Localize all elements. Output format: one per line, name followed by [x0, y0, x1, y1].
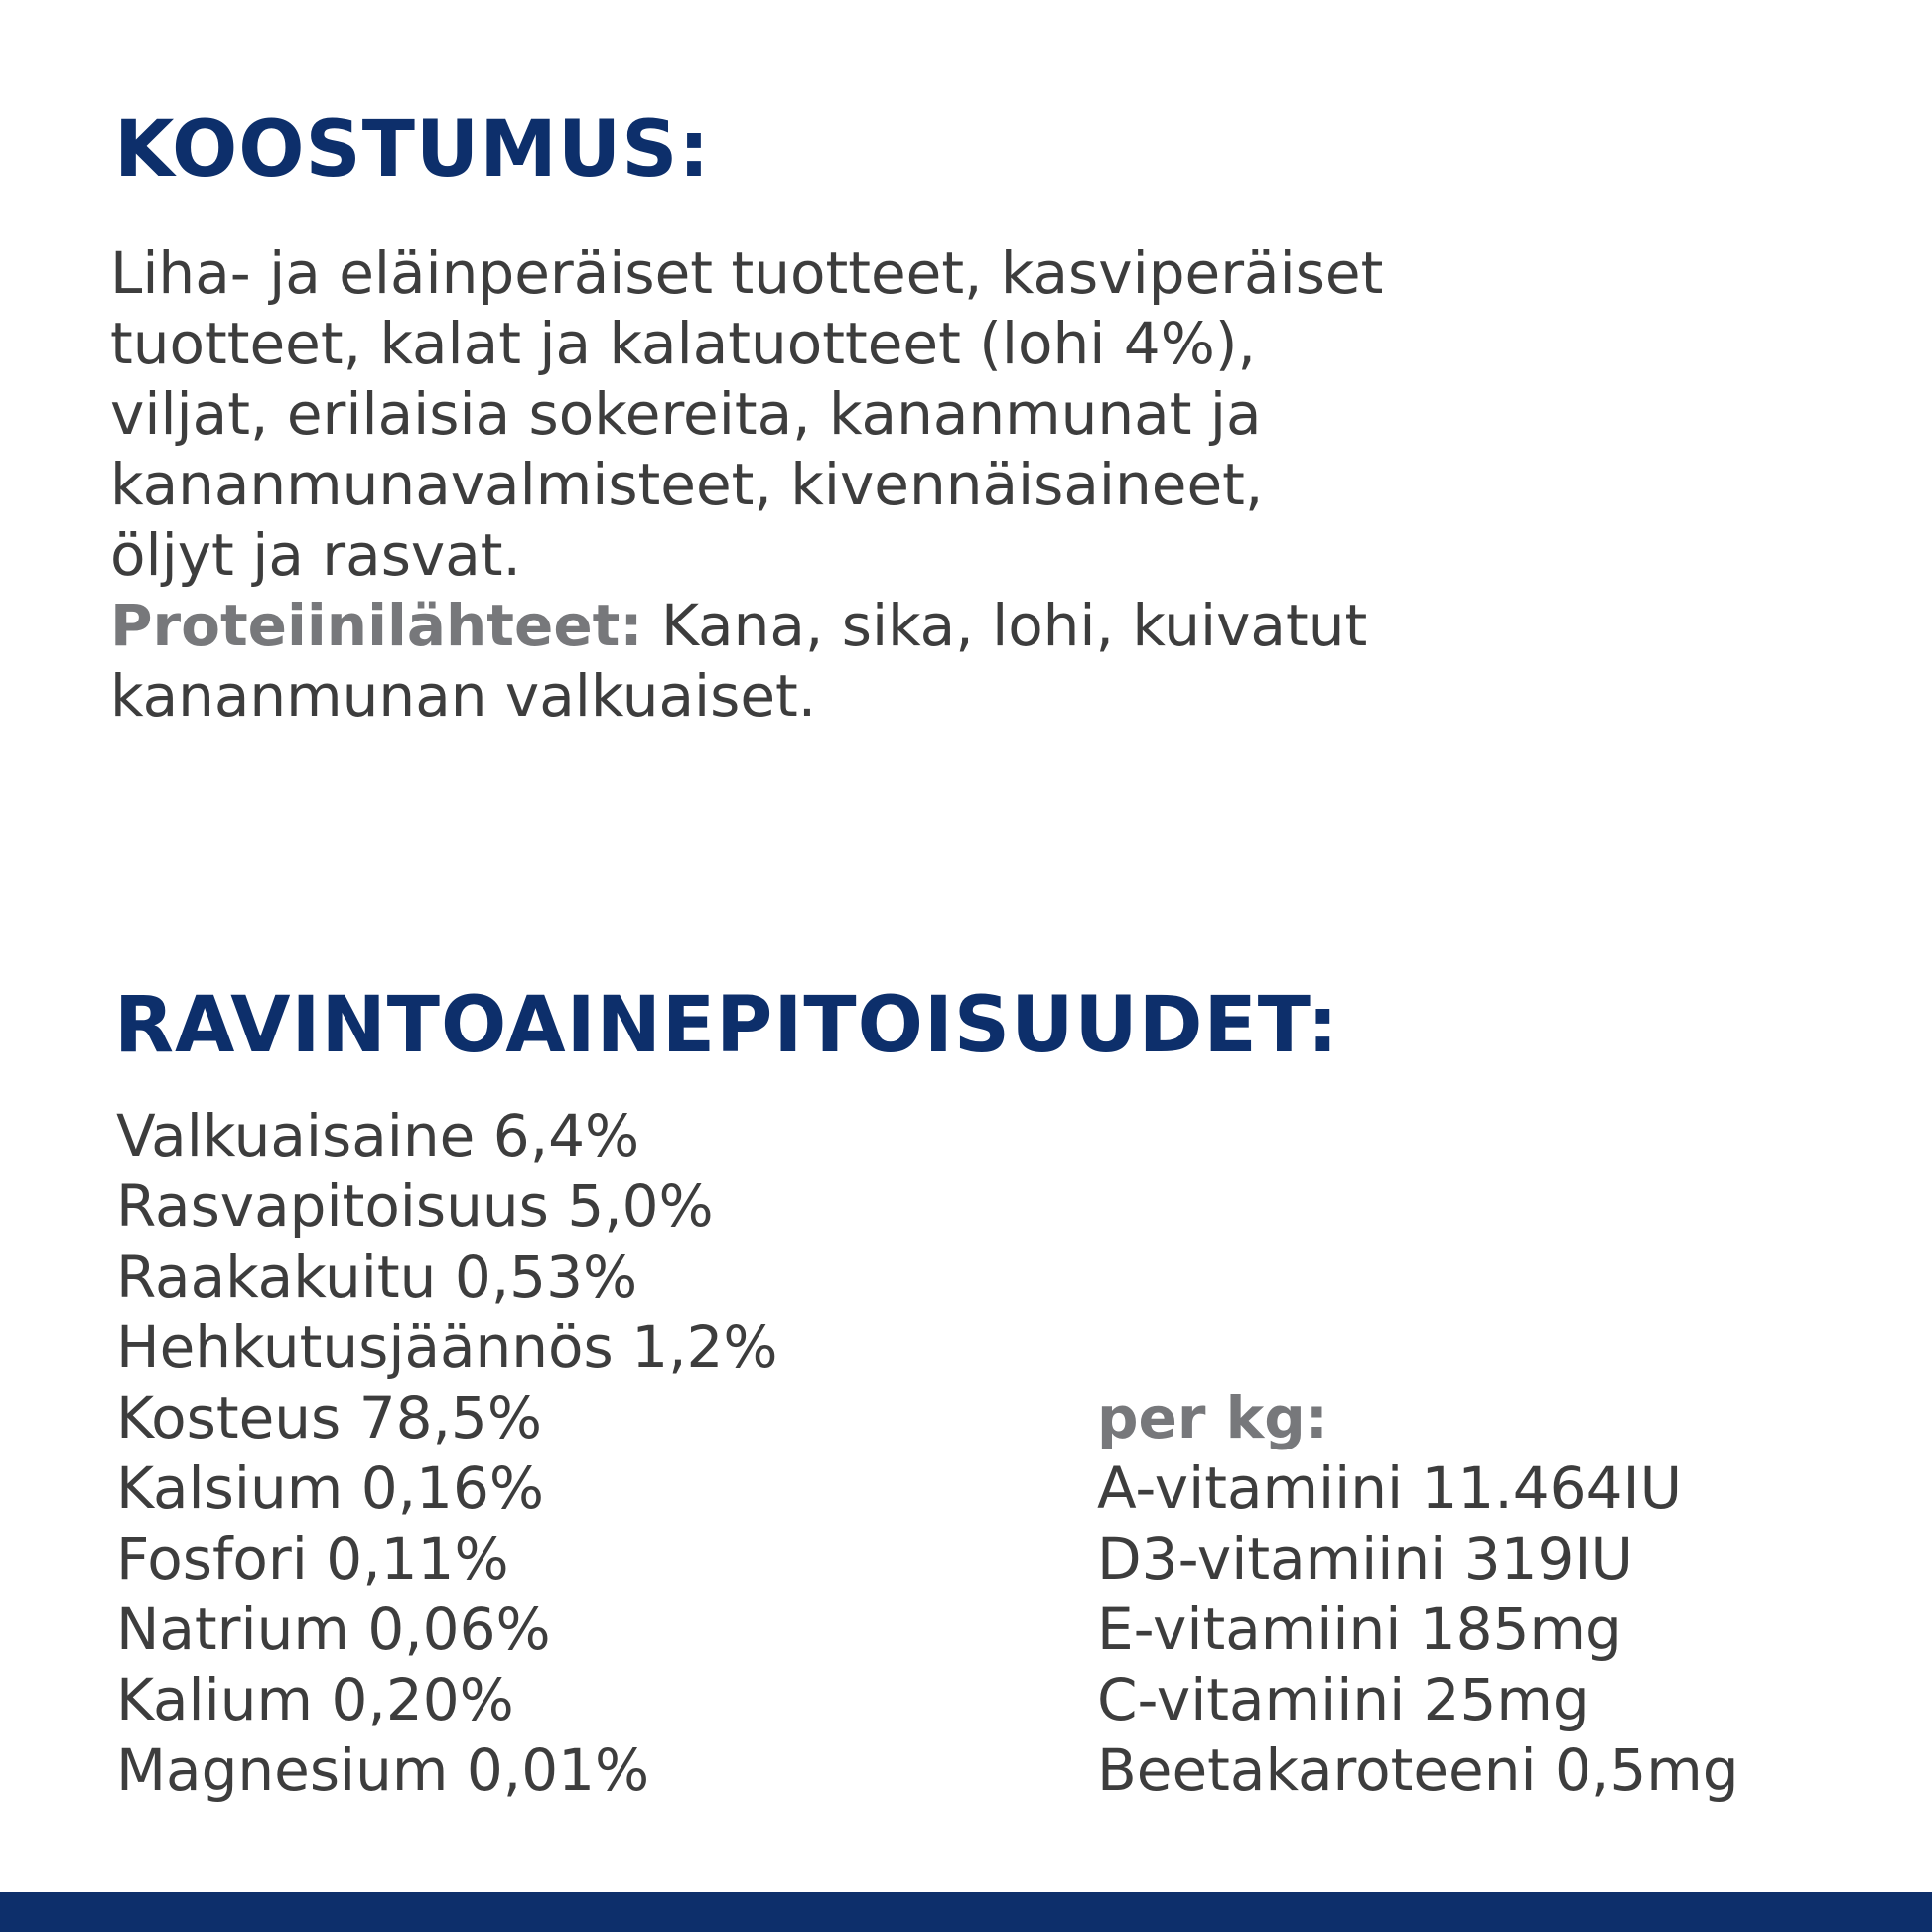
nutrient-item-magnesium: Magnesium 0,01%: [116, 1736, 650, 1804]
vitamin-item-a: A-vitamiini 11.464IU: [1097, 1454, 1683, 1522]
composition-text: [110, 238, 1383, 732]
nutrient-item-fat: Rasvapitoisuus 5,0%: [116, 1173, 714, 1240]
composition-line: tuotteet, kalat ja kalatuotteet (lohi 4%),: [110, 310, 1256, 377]
nutrient-item-ash: Hehkutusjäännös 1,2%: [116, 1313, 778, 1381]
nutrient-item-protein: Valkuaisaine 6,4%: [116, 1102, 640, 1170]
vitamin-item-e: E-vitamiini 185mg: [1097, 1595, 1622, 1663]
beta-carotene-item: Beetakaroteeni 0,5mg: [1097, 1736, 1739, 1804]
nutrient-item-sodium: Natrium 0,06%: [116, 1595, 551, 1663]
nutrient-item-potassium: Kalium 0,20%: [116, 1666, 514, 1733]
composition-line: viljat, erilaisia sokereita, kananmunat ja: [110, 380, 1262, 448]
nutrient-item-fibre: Raakakuitu 0,53%: [116, 1243, 638, 1311]
vitamin-item-d3: D3-vitamiini 319IU: [1097, 1525, 1633, 1592]
footer-bar: [0, 1892, 1932, 1932]
composition-line: kananmunavalmisteet, kivennäisaineet,: [110, 451, 1264, 518]
composition-line: öljyt ja rasvat.: [110, 521, 521, 589]
nutrients-heading: RAVINTOAINEPITOISUUDET:: [114, 981, 1339, 1070]
protein-sources-line: [110, 591, 1383, 661]
vitamin-item-c: C-vitamiini 25mg: [1097, 1666, 1589, 1733]
protein-sources-label: Proteiinilähteet:: [110, 592, 643, 659]
composition-line: Liha- ja eläinperäiset tuotteet, kasviperäiset: [110, 239, 1384, 307]
nutrient-item-calcium: Kalsium 0,16%: [116, 1454, 544, 1522]
protein-sources-text: Kana, sika, lohi, kuivatut: [642, 592, 1368, 659]
per-kg-list: [1097, 1383, 1739, 1806]
per-kg-label: per kg:: [1097, 1384, 1328, 1451]
protein-sources-line-2: kananmunan valkuaiset.: [110, 662, 817, 730]
composition-heading: KOOSTUMUS:: [114, 105, 711, 195]
nutrient-item-phosphorus: Fosfori 0,11%: [116, 1525, 509, 1592]
nutrient-item-moisture: Kosteus 78,5%: [116, 1384, 542, 1451]
analytical-constituents-list: [116, 1101, 778, 1806]
